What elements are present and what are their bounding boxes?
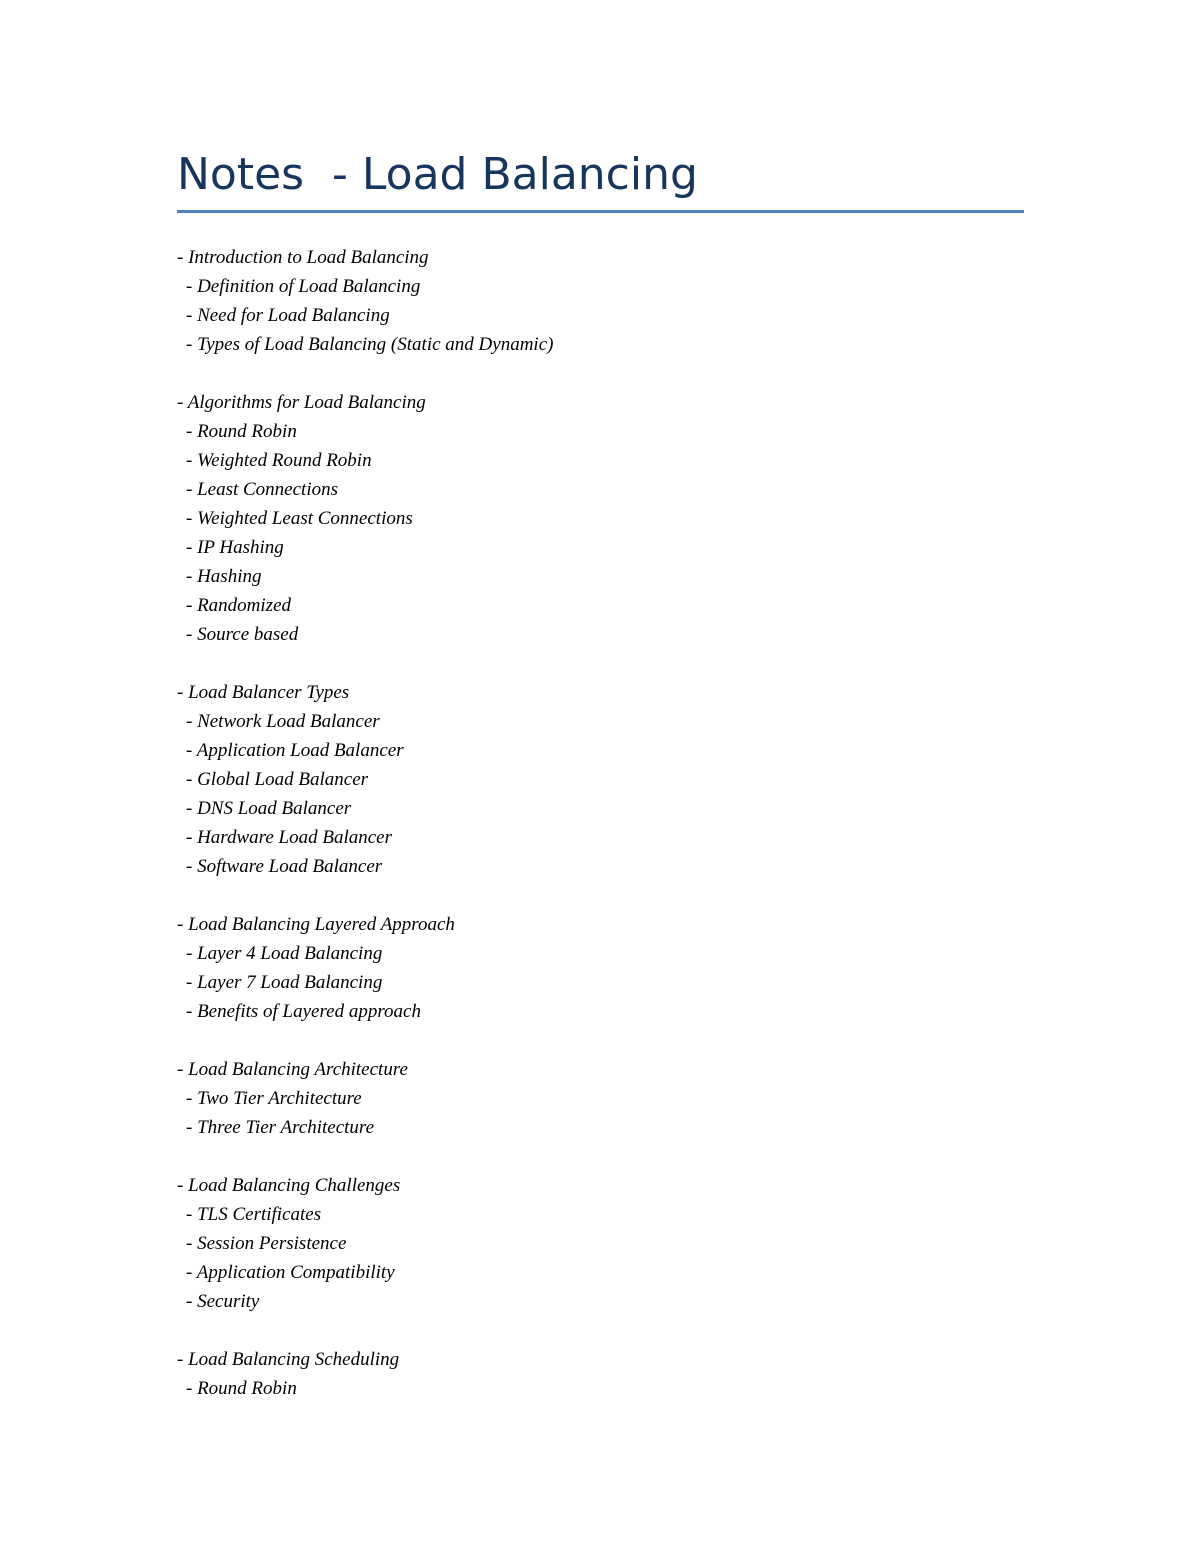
outline-item: - Software Load Balancer — [186, 856, 383, 877]
outline-item: - Three Tier Architecture — [186, 1117, 375, 1138]
outline-item: - Weighted Least Connections — [186, 508, 413, 529]
outline-item: - Randomized — [186, 595, 292, 616]
outline-item: - Need for Load Balancing — [186, 305, 390, 326]
outline-item: - Round Robin — [186, 421, 297, 442]
outline-item: - IP Hashing — [186, 537, 284, 558]
page-title: Notes - Load Balancing — [177, 149, 698, 200]
outline-section — [177, 243, 553, 359]
section-heading: - Load Balancer Types — [177, 682, 350, 703]
notes-outline — [177, 243, 553, 1432]
outline-item: - Layer 7 Load Balancing — [186, 972, 383, 993]
outline-item: - TLS Certificates — [186, 1204, 322, 1225]
outline-item: - Benefits of Layered approach — [186, 1001, 421, 1022]
outline-section — [177, 1171, 553, 1316]
outline-item: - DNS Load Balancer — [186, 798, 352, 819]
outline-item: - Application Load Balancer — [186, 740, 404, 761]
outline-section — [177, 678, 553, 881]
section-heading: - Load Balancing Layered Approach — [177, 914, 455, 935]
outline-item: - Layer 4 Load Balancing — [186, 943, 383, 964]
outline-section — [177, 1055, 553, 1142]
outline-item: - Hashing — [186, 566, 262, 587]
outline-item: - Global Load Balancer — [186, 769, 369, 790]
outline-item: - Weighted Round Robin — [186, 450, 372, 471]
outline-item: - Two Tier Architecture — [186, 1088, 362, 1109]
outline-item: - Source based — [186, 624, 299, 645]
section-heading: - Algorithms for Load Balancing — [177, 392, 426, 413]
outline-item: - Security — [186, 1291, 260, 1312]
outline-item: - Types of Load Balancing (Static and Dynamic) — [186, 334, 554, 355]
outline-item: - Network Load Balancer — [186, 711, 380, 732]
outline-item: - Application Compatibility — [186, 1262, 395, 1283]
outline-item: - Definition of Load Balancing — [186, 276, 421, 297]
title-underline — [177, 210, 1024, 213]
outline-item: - Round Robin — [186, 1378, 297, 1399]
section-heading: - Introduction to Load Balancing — [177, 247, 429, 268]
outline-section — [177, 910, 553, 1026]
section-heading: - Load Balancing Scheduling — [177, 1349, 400, 1370]
outline-section — [177, 1345, 553, 1403]
outline-section — [177, 388, 553, 649]
outline-item: - Session Persistence — [186, 1233, 347, 1254]
section-heading: - Load Balancing Architecture — [177, 1059, 408, 1080]
section-heading: - Load Balancing Challenges — [177, 1175, 401, 1196]
outline-item: - Hardware Load Balancer — [186, 827, 392, 848]
outline-item: - Least Connections — [186, 479, 338, 500]
